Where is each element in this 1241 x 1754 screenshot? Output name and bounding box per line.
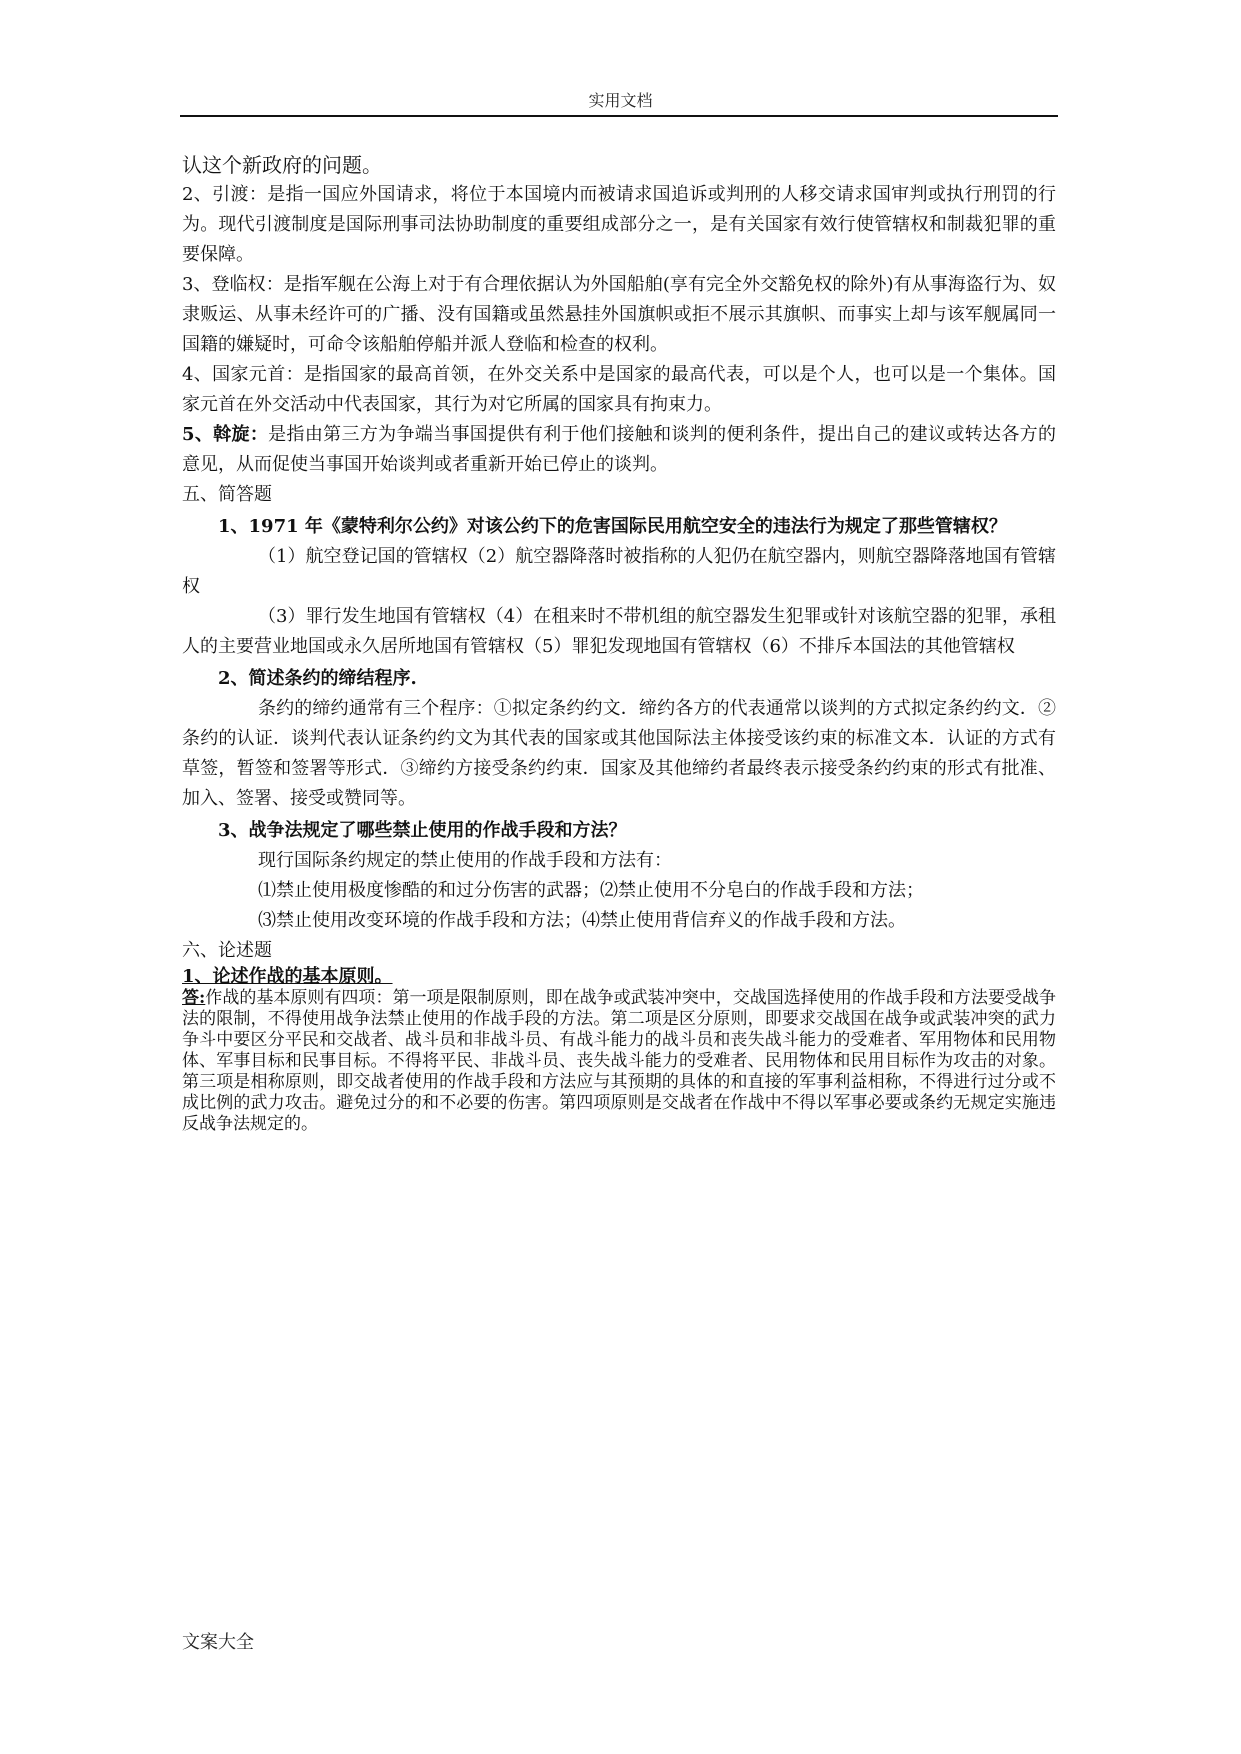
- term-right-of-visit: [182, 270, 1056, 360]
- term-definition: 是指军舰在公海上对于有合理依据认为外国船舶(享有完全外交豁免权的除外)有从事海盗行为、奴隶贩运、从事未经许可的广播、没有国籍或虽然悬挂外国旗帜或拒不展示其旗帜、而事实上却与该军舰属同一国籍的嫌疑时，可命令该船舶停船并派人登临和检查的权利。: [182, 274, 1056, 355]
- term-definition: 是指一国应外国请求，将位于本国境内而被请求国追诉或判刑的人移交请求国审判或执行刑罚的行为。现代引渡制度是国际刑事司法协助制度的重要组成部分之一，是有关国家有效行使管辖权和制裁犯罪的重要保障。: [182, 184, 1057, 265]
- term-extradition: [182, 180, 1056, 270]
- answer-3-intro: 现行国际条约规定的禁止使用的作战手段和方法有：: [258, 850, 672, 871]
- term-label: 3、登临权：: [182, 274, 284, 295]
- term-label: 2、引渡：: [182, 184, 268, 205]
- term-definition: 是指由第三方为争端当事国提供有利于他们接触和谈判的便利条件，提出自己的建议或转达各方的意见，从而促使当事国开始谈判或者重新开始已停止的谈判。: [182, 424, 1056, 475]
- header-rule: [180, 115, 1058, 117]
- answer-3-line-1: ⑴禁止使用极度惨酷的和过分伤害的武器；⑵禁止使用不分皂白的作战手段和方法；: [258, 880, 924, 901]
- question-3: 3、战争法规定了哪些禁止使用的作战手段和方法？: [218, 820, 627, 841]
- answer-1-part-a: （1）航空登记国的管辖权（2）航空器降落时被指称的人犯仍在航空器内，则航空器降落地国有管辖权: [182, 546, 1056, 597]
- essay-answer-1: [182, 988, 1056, 1135]
- essay-answer-text: 作战的基本原则有四项：第一项是限制原则，即在战争或武装冲突中，交战国选择使用的作战手段和方法要受战争法的限制，不得使用战争法禁止使用的作战手段的方法。第二项是区分原则，即要求交战国在战争或武装冲突的武力争斗中要区分平民和交战者、战斗员和非战斗员、有战斗能力的战斗员和丧失战斗能力的受难者、军用物体和民用物体、军事目标和民事目标。不得将平民、非战斗员、丧失战斗能力的受难者、民用物体和民用目标作为攻击的对象。第三项是相称原则，即交战者使用的作战手段和方法应与其预期的具体的和直接的军事利益相称，不得进行过分或不成比例的武力攻击。避免过分的和不必要的伤害。第四项原则是交战者在作战中不得以军事必要或条约无规定实施违反战争法规定的。: [182, 988, 1056, 1134]
- answer-2: 条约的缔约通常有三个程序：①拟定条约约文．缔约各方的代表通常以谈判的方式拟定条约约文．②条约的认证．谈判代表认证条约约文为其代表的国家或其他国际法主体接受该约束的标准文本．认证的方式有草签，暂签和签署等形式．③缔约方接受条约约束．国家及其他缔约者最终表示接受条约约束的形式有批准、加入、签署、接受或赞同等。: [182, 698, 1056, 809]
- term-label: 5、斡旋：: [182, 424, 269, 445]
- section-heading-essay: 六、论述题: [182, 940, 272, 961]
- section-heading-short-answer: 五、简答题: [182, 484, 272, 505]
- essay-question-text: 1、论述作战的基本原则。: [182, 966, 393, 987]
- answer-label: 答:: [182, 988, 206, 1008]
- question-2: 2、简述条约的缔结程序.: [218, 668, 417, 689]
- document-body: [182, 150, 1056, 1135]
- question-1: 1、1971 年《蒙特利尔公约》对该公约下的危害国际民用航空安全的违法行为规定了那些管辖权？: [218, 516, 1007, 537]
- term-label: 4、国家元首：: [182, 364, 304, 385]
- term-definition: 是指国家的最高首领，在外交关系中是国家的最高代表，可以是个人，也可以是一个集体。国家元首在外交活动中代表国家，其行为对它所属的国家具有拘束力。: [182, 364, 1056, 415]
- answer-3-line-2: ⑶禁止使用改变环境的作战手段和方法；⑷禁止使用背信弃义的作战手段和方法。: [258, 910, 906, 931]
- answer-1-part-b: （3）罪行发生地国有管辖权（4）在租来时不带机组的航空器发生犯罪或针对该航空器的犯罪，承租人的主要营业地国或永久居所地国有管辖权（5）罪犯发现地国有管辖权（6）不排斥本国法的其他管辖权: [182, 606, 1056, 657]
- paragraph-continuation: 认这个新政府的问题。: [182, 153, 382, 177]
- essay-question-1: [182, 966, 1056, 988]
- term-good-offices: [182, 420, 1056, 480]
- term-head-of-state: [182, 360, 1056, 420]
- page-footer: 文案大全: [182, 1632, 254, 1653]
- page-header-title: 实用文档: [588, 91, 653, 110]
